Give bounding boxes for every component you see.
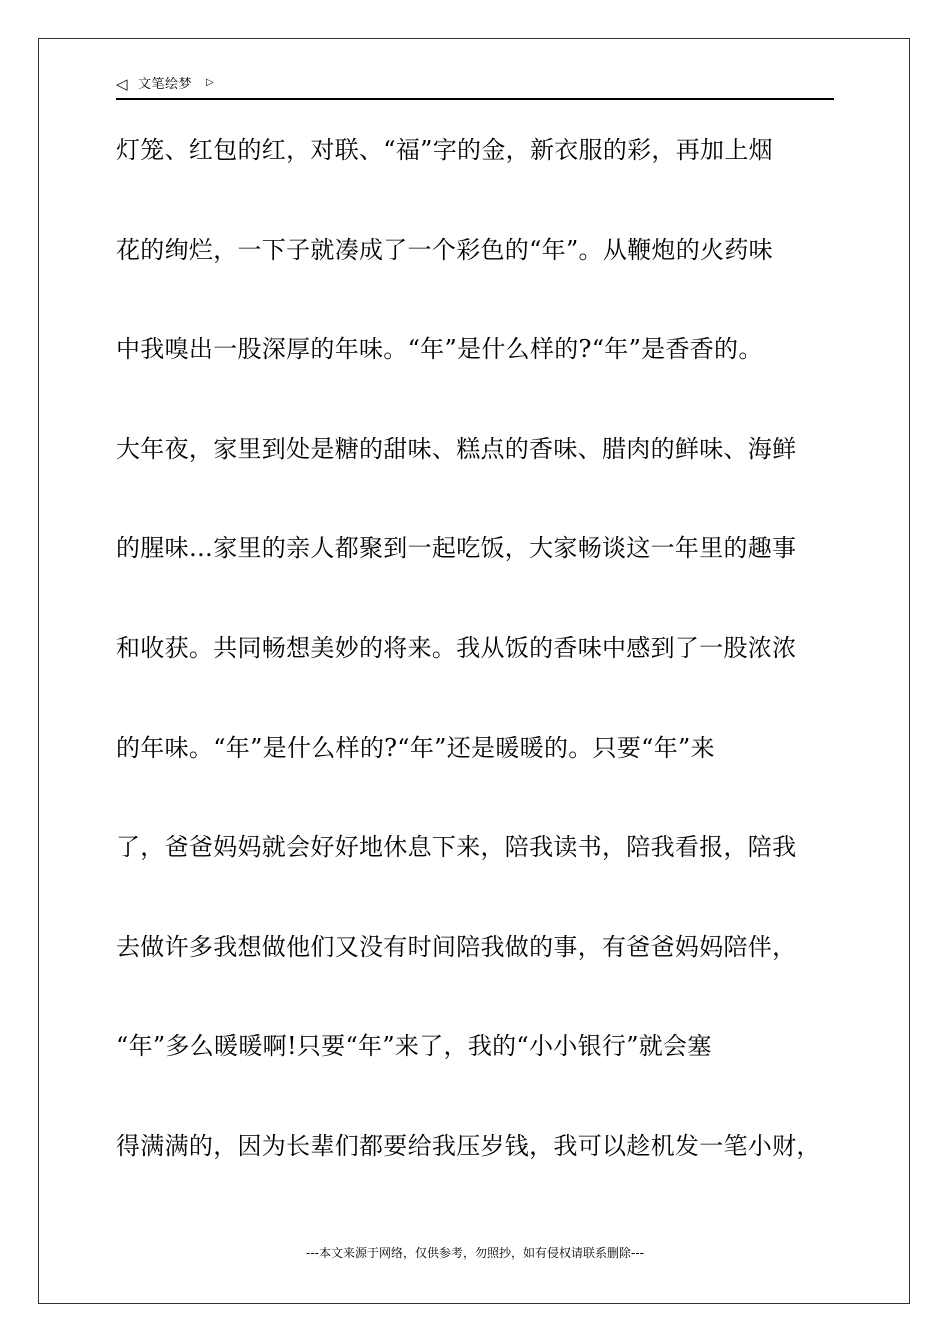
- footer-disclaimer: ---本文来源于网络，仅供参考，勿照抄，如有侵权请联系删除---: [306, 1246, 644, 1260]
- header-title: 文笔绘梦: [138, 77, 193, 92]
- text-line: “年”多么暖暖啊!只要“年”来了，我的“小小银行”就会塞: [116, 1032, 712, 1061]
- document-header: [116, 74, 834, 100]
- text-line: 花的绚烂，一下子就凑成了一个彩色的“年”。从鞭炮的火药味: [116, 235, 773, 264]
- triangle-left-icon: ◁: [116, 75, 128, 93]
- text-line: 和收获。共同畅想美妙的将来。我从饭的香味中感到了一股浓浓: [116, 633, 797, 662]
- text-line: 得满满的，因为长辈们都要给我压岁钱，我可以趁机发一笔小财，: [116, 1131, 821, 1160]
- text-line: 的年味。“年”是什么样的?“年”还是暖暖的。只要“年”来: [116, 733, 715, 762]
- text-line: 的腥味…家里的亲人都聚到一起吃饭，大家畅谈这一年里的趣事: [116, 534, 797, 563]
- text-line: 了，爸爸妈妈就会好好地休息下来，陪我读书，陪我看报，陪我: [116, 833, 797, 862]
- text-line: 灯笼、红包的红，对联、“福”字的金，新衣服的彩，再加上烟: [116, 136, 773, 164]
- text-line: 去做许多我想做他们又没有时间陪我做的事，有爸爸妈妈陪伴，: [116, 932, 797, 961]
- body-text: [116, 128, 876, 1224]
- text-line: 中我嗅出一股深厚的年味。“年”是什么样的?“年”是香香的。: [116, 335, 763, 364]
- text-line: 大年夜，家里到处是糖的甜味、糕点的香味、腊肉的鲜味、海鲜: [116, 434, 797, 463]
- triangle-right-icon: ▷: [206, 77, 214, 88]
